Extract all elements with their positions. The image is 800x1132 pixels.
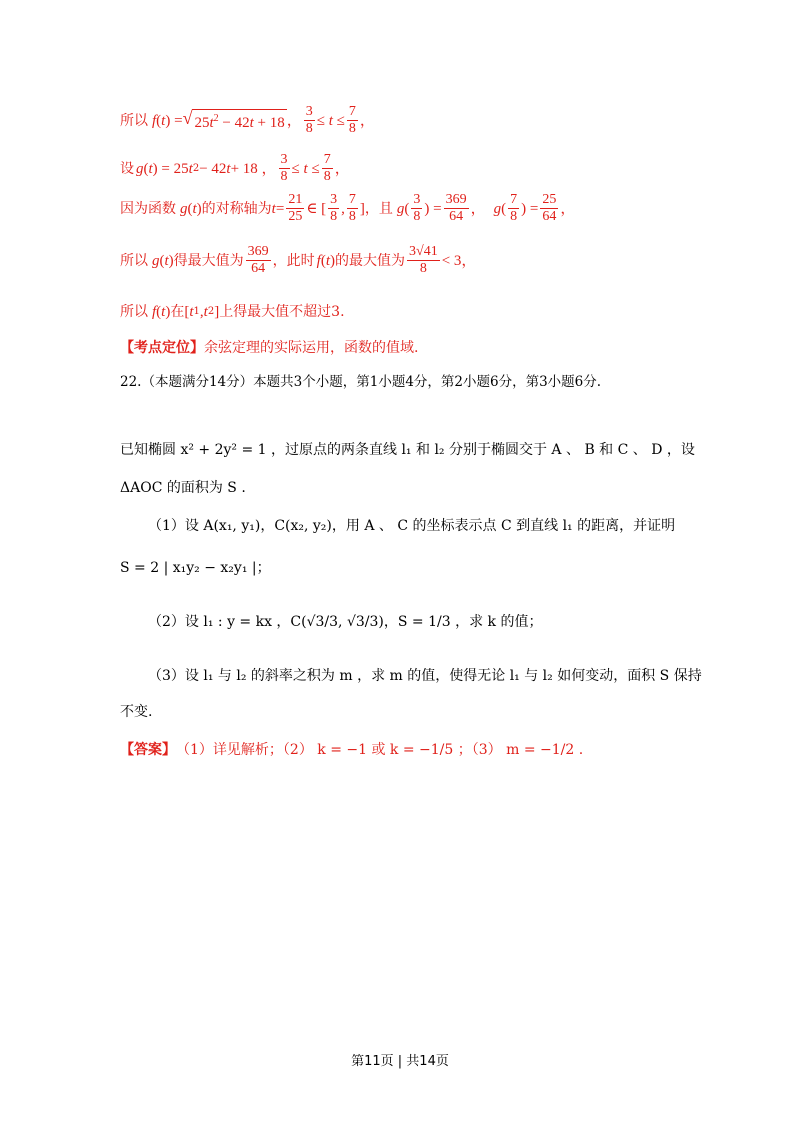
sqrt-expression: √ $25t^2 - 42t + 18$ <box>182 108 285 131</box>
kaodian-tag: 【考点定位】 <box>120 340 204 356</box>
frac: $\frac{7}{8}$ <box>348 104 356 136</box>
question-3-line-1: （3）设 l₁ 与 l₂ 的斜率之积为 m ，求 m 的值，使得无论 l₁ 与 l₂ 如何变动，面积 S 保持 <box>148 668 702 684</box>
frac: $\frac{7}{8}$ <box>323 152 331 184</box>
text-mid: 得最大值为 <box>173 252 244 269</box>
answer-text: （1）详见解析；（2） k = −1 或 k = −1/5 ；（3） m = −1/2 . <box>176 742 584 758</box>
solution-line-symmetry-axis: 因为函数 g ( t ) 的对称轴为 t = $\frac{21}{25}$ ∈ [ $\frac{3}{8}$ , $\frac{7}{8}$ ] ，且 g ( $\frac{3}{8}$ ) = $\frac{369}{64}$ ， g ( $\frac{7}{8}$ ) = $\frac{25}{64}$ ， <box>120 192 576 224</box>
solution-line-maximum: 所以 g ( t ) 得最大值为 $\frac{369}{64}$ ，此时 f ( t ) 的最大值为 $\frac{3√41}{8}$ < 3， <box>120 244 477 276</box>
frac: $\frac{7}{8}$ <box>510 192 518 224</box>
frac: $\frac{7}{8}$ <box>348 192 356 224</box>
question-3-line-2: 不变. <box>120 704 153 720</box>
frac: $\frac{25}{64}$ <box>542 192 557 224</box>
text-prefix: 因为函数 <box>120 200 176 217</box>
text-prefix: 所以 <box>120 304 148 320</box>
page-footer: 第11页 | 共14页 <box>351 1054 449 1069</box>
text-prefix: 所以 <box>120 112 148 129</box>
text-mid: 的最大值为 <box>335 252 406 269</box>
text-prefix: 设 <box>120 160 134 177</box>
solution-line-g-definition: 设 g ( t ) = 25 t 2 − 42 t + 18 ， $\frac{3}{8}$ ≤ t ≤ $\frac{7}{8}$ ， <box>120 152 350 184</box>
text-and: ，且 <box>364 200 393 217</box>
problem-header: 22.（本题满分14分）本题共3个小题，第1小题4分，第2小题6分，第3小题6分. <box>120 374 602 390</box>
problem-stem-line-1: 已知椭圆 x² + 2y² = 1 ，过原点的两条直线 l₁ 和 l₂ 分别于椭圆交于 A 、 B 和 C 、 D ，设 <box>120 442 695 458</box>
frac: $\frac{3}{8}$ <box>413 192 421 224</box>
frac: $\frac{3}{8}$ <box>280 152 288 184</box>
solution-line-conclusion: 所以 f ( t ) 在 [ t 1 , t 2 ] 上得最大值不超过3. <box>120 304 345 320</box>
text-mid: 在 <box>170 304 185 320</box>
text-mid: 的对称轴为 <box>201 200 272 217</box>
text-prefix: 所以 <box>120 252 148 269</box>
answer-tag: 【答案】 <box>120 742 176 758</box>
math-f-t: f <box>152 112 157 129</box>
question-1-line-1: （1）设 A(x₁, y₁)，C(x₂, y₂)，用 A 、 C 的坐标表示点 C 到直线 l₁ 的距离，并证明 <box>148 518 676 534</box>
frac: $\frac{369}{64}$ <box>247 244 269 276</box>
frac: $\frac{21}{25}$ <box>288 192 303 224</box>
text-suffix: 上得最大值不超过3. <box>219 304 345 320</box>
solution-line-f-expression: 所以 f ( t ) = √ $25t^2 - 42t + 18$ ， $\frac{3}{8}$ ≤ t ≤ $\frac{7}{8}$ ， <box>120 104 375 136</box>
frac: $\frac{3}{8}$ <box>330 192 338 224</box>
problem-stem-line-2: ΔAOC 的面积为 S . <box>120 480 246 496</box>
question-2: （2）设 l₁ : y = kx ，C(√3/3, √3/3)，S = 1/3 ，求 k 的值； <box>148 614 543 630</box>
question-1-line-2: S = 2 | x₁y₂ − x₂y₁ |； <box>120 560 271 576</box>
answer-line <box>120 740 583 760</box>
frac: $\frac{3}{8}$ <box>305 104 313 136</box>
frac: $\frac{369}{64}$ <box>445 192 467 224</box>
text-mid: ，此时 <box>272 252 315 269</box>
kaodian-text: 余弦定理的实际运用，函数的值域. <box>204 340 419 356</box>
kaodian-line <box>120 338 418 358</box>
frac: $\frac{3√41}{8}$ <box>409 244 438 276</box>
